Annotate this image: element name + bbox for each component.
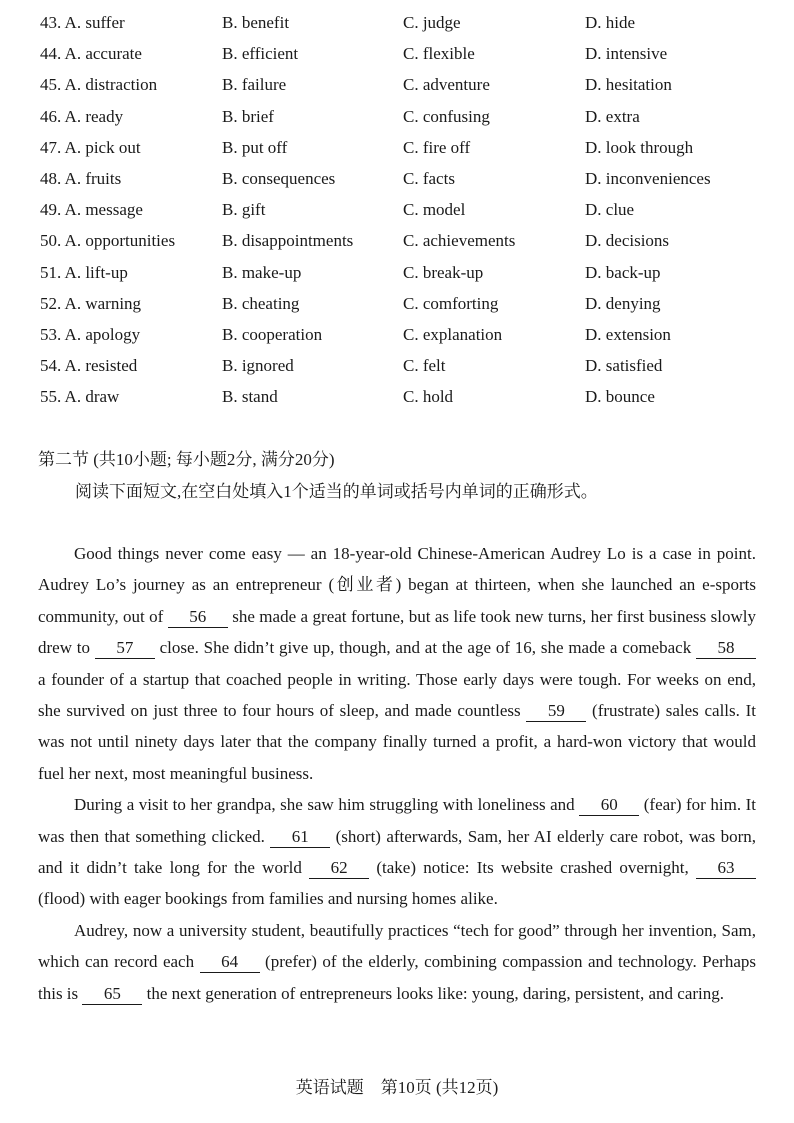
option-d: D. inconveniences xyxy=(585,168,711,188)
option-d: D. denying xyxy=(585,293,661,313)
option-a: 53. A. apology xyxy=(40,324,141,344)
option-b: B. failure xyxy=(222,75,287,95)
option-c: C. model xyxy=(403,200,466,220)
passage-text: (fear) for him. It was then that something clicked. xyxy=(38,795,756,846)
option-a: 49. A. message xyxy=(40,200,143,220)
option-row-45 xyxy=(40,72,780,103)
passage-text: (prefer) of the elderly, combining compassion and technology. Perhaps this is xyxy=(38,952,756,1003)
blank-59: 59 xyxy=(526,701,586,722)
option-row-54 xyxy=(40,353,780,384)
option-c: C. hold xyxy=(403,387,454,407)
paragraph-2 xyxy=(38,789,756,915)
option-d: D. hide xyxy=(585,13,636,32)
blank-58: 58 xyxy=(696,638,756,659)
option-a: 54. A. resisted xyxy=(40,356,138,376)
option-d: D. hesitation xyxy=(585,75,672,95)
passage-text: Audrey, now a university student, beautifully practices “tech for good” through her invention, Sam, which can record each xyxy=(38,920,756,972)
option-b: B. benefit xyxy=(222,13,290,32)
option-a: 50. A. opportunities xyxy=(40,231,176,251)
passage-text: close. She didn’t give up, though, and at the age of 16, she made a comeback xyxy=(154,638,696,658)
option-c: C. fire off xyxy=(403,137,471,157)
option-c: C. confusing xyxy=(403,106,490,126)
option-row-48 xyxy=(40,166,780,197)
option-b: B. make-up xyxy=(222,262,302,282)
option-d: D. decisions xyxy=(585,231,670,251)
option-d: D. satisfied xyxy=(585,356,663,376)
blank-63: 63 xyxy=(696,858,756,879)
blank-64: 64 xyxy=(200,952,260,973)
option-c: C. explanation xyxy=(403,324,503,344)
option-d: D. back-up xyxy=(585,262,661,282)
option-a: 47. A. pick out xyxy=(40,137,141,157)
option-a: 43. A. suffer xyxy=(40,13,125,32)
passage-text: (take) notice: Its website crashed overnight, xyxy=(369,858,696,878)
page-footer: 英语试题 第10页 (共12页) xyxy=(295,1078,499,1097)
passage-text: Good things never come easy — an 18-year-old Chinese-American Audrey Lo is a case in point. Audrey Lo’s journey as an entrepreneur (创业者) began at thirteen, when she launched an e-sports community, out of xyxy=(38,544,756,626)
option-c: C. break-up xyxy=(403,262,484,282)
option-c: C. flexible xyxy=(403,44,475,64)
option-row-43 xyxy=(40,10,780,41)
option-row-50 xyxy=(40,228,780,259)
option-a: 52. A. warning xyxy=(40,293,142,313)
blank-60: 60 xyxy=(579,795,639,816)
option-a: 51. A. lift-up xyxy=(40,262,128,282)
option-row-55 xyxy=(40,384,780,415)
option-b: B. efficient xyxy=(222,44,299,64)
option-d: D. intensive xyxy=(585,44,668,64)
option-row-46 xyxy=(40,104,780,135)
option-b: B. brief xyxy=(222,106,274,126)
blank-56: 56 xyxy=(168,607,228,628)
option-row-53 xyxy=(40,322,780,353)
option-a: 55. A. draw xyxy=(40,387,120,407)
option-c: C. felt xyxy=(403,356,446,376)
option-b: B. stand xyxy=(222,387,278,407)
option-row-51 xyxy=(40,260,780,291)
paragraph-1 xyxy=(38,538,756,789)
blank-62: 62 xyxy=(309,858,369,879)
section-heading: 第二节 (共10小题; 每小题2分, 满分20分) xyxy=(38,450,335,469)
passage-text: a founder of a startup that coached people in writing. Those early days were tough. For weeks on end, she survived on just three to four hours of sleep, and made countless xyxy=(38,669,756,721)
passage-text: (short) afterwards, Sam, her AI elderly care robot, was born, and it didn’t take long for the world xyxy=(38,826,756,878)
option-c: C. adventure xyxy=(403,75,490,95)
passage-text: (frustrate) sales calls. It was not until ninety days later that the company finally turned a profit, a hard-won victory that would fuel her next, most meaningful business. xyxy=(38,701,756,783)
option-b: B. cooperation xyxy=(222,324,323,344)
paragraph-3 xyxy=(38,915,756,1009)
blank-65: 65 xyxy=(82,984,142,1005)
option-a: 44. A. accurate xyxy=(40,44,142,64)
passage-text: During a visit to her grandpa, she saw him struggling with loneliness and xyxy=(74,795,580,815)
option-c: C. comforting xyxy=(403,293,499,313)
section-instruction: 阅读下面短文,在空白处填入1个适当的单词或括号内单词的正确形式。 xyxy=(75,482,598,501)
option-a: 48. A. fruits xyxy=(40,168,122,188)
option-d: D. clue xyxy=(585,200,635,220)
reading-passage xyxy=(38,538,756,1009)
option-c: C. facts xyxy=(403,168,455,188)
option-row-44 xyxy=(40,41,780,72)
option-b: B. put off xyxy=(222,137,288,157)
option-b: B. consequences xyxy=(222,168,336,188)
passage-text: the next generation of entrepreneurs looks like: young, daring, persistent, and caring. xyxy=(142,983,725,1003)
option-b: B. gift xyxy=(222,200,266,220)
blank-61: 61 xyxy=(270,827,330,848)
passage-text: (flood) with eager bookings from families and nursing homes alike. xyxy=(38,889,498,909)
option-d: D. look through xyxy=(585,137,694,157)
option-row-52 xyxy=(40,291,780,322)
option-row-47 xyxy=(40,135,780,166)
option-d: D. extra xyxy=(585,106,640,126)
option-row-49 xyxy=(40,197,780,228)
option-c: C. achievements xyxy=(403,231,516,251)
option-a: 45. A. distraction xyxy=(40,75,158,95)
option-b: B. disappointments xyxy=(222,231,354,251)
option-a: 46. A. ready xyxy=(40,106,124,126)
option-d: D. extension xyxy=(585,324,671,344)
answer-options-table xyxy=(40,10,780,415)
option-b: B. ignored xyxy=(222,356,294,376)
passage-text: she made a great fortune, but as life took new turns, her first business slowly drew to xyxy=(38,606,757,658)
option-d: D. bounce xyxy=(585,387,655,407)
blank-57: 57 xyxy=(95,638,155,659)
option-b: B. cheating xyxy=(222,293,300,313)
option-c: C. judge xyxy=(403,13,461,32)
